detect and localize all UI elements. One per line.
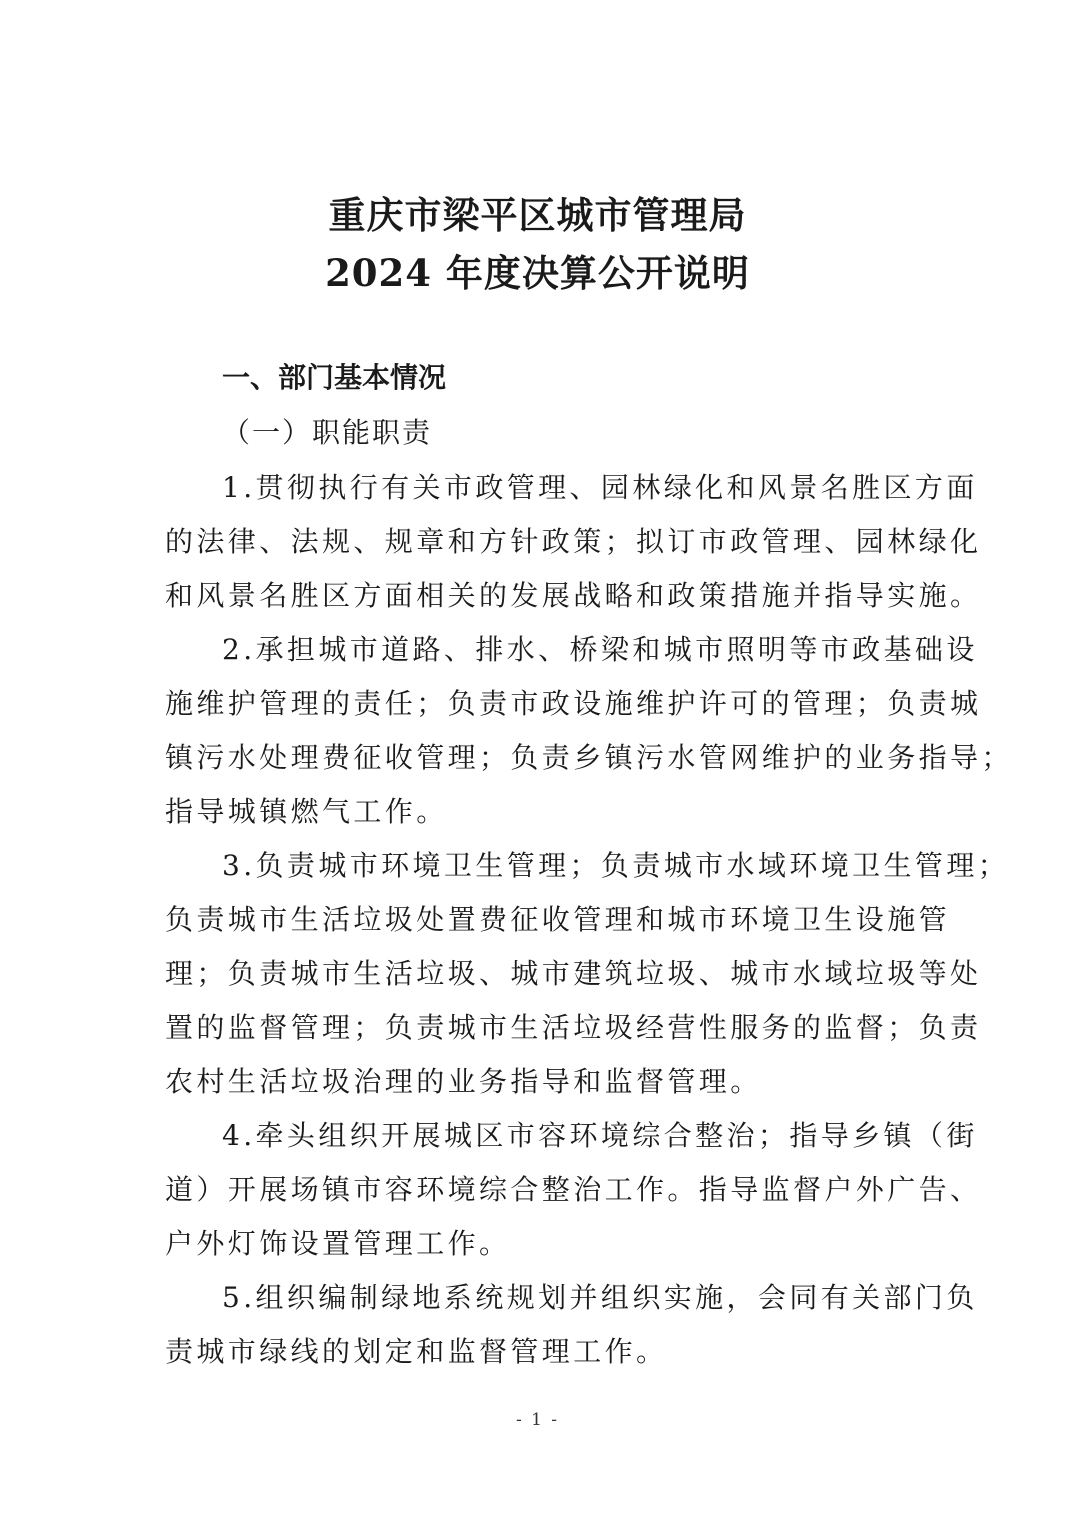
document-title xyxy=(0,186,1075,302)
paragraph-line: 5.组织编制绿地系统规划并组织实施，会同有关部门负 xyxy=(222,1281,978,1314)
page-number: - 1 - xyxy=(515,1410,560,1430)
paragraph-line: 负责城市生活垃圾处置费征收管理和城市环境卫生设施管 xyxy=(165,903,951,936)
title-line-1: 重庆市梁平区城市管理局 xyxy=(328,193,747,237)
paragraph-3 xyxy=(165,839,1010,1109)
paragraph-line: 镇污水处理费征收管理；负责乡镇污水管网维护的业务指导； xyxy=(165,741,1013,774)
paragraph-line: 农村生活垃圾治理的业务指导和监督管理。 xyxy=(165,1065,762,1098)
title-line-2: 2024 年度决算公开说明 xyxy=(325,251,750,295)
paragraph-5 xyxy=(165,1271,978,1379)
paragraph-line: 施维护管理的责任；负责市政设施维护许可的管理；负责城 xyxy=(165,687,982,720)
sub-heading: （一）职能职责 xyxy=(222,416,433,449)
paragraph-line: 3.负责城市环境卫生管理；负责城市水域环境卫生管理； xyxy=(222,849,1010,882)
paragraph-line: 指导城镇燃气工作。 xyxy=(165,795,448,828)
paragraph-line: 1.贯彻执行有关市政管理、园林绿化和风景名胜区方面 xyxy=(222,471,978,504)
paragraph-line: 理；负责城市生活垃圾、城市建筑垃圾、城市水域垃圾等处 xyxy=(165,957,982,990)
paragraph-line: 和风景名胜区方面相关的发展战略和政策措施并指导实施。 xyxy=(165,579,982,612)
section-heading: 一、部门基本情况 xyxy=(222,361,447,394)
paragraph-line: 的法律、法规、规章和方针政策；拟订市政管理、园林绿化 xyxy=(165,525,982,558)
paragraph-line: 置的监督管理；负责城市生活垃圾经营性服务的监督；负责 xyxy=(165,1011,982,1044)
paragraph-line: 2.承担城市道路、排水、桥梁和城市照明等市政基础设 xyxy=(222,633,978,666)
paragraph-line: 道）开展场镇市容环境综合整治工作。指导监督户外广告、 xyxy=(165,1173,982,1206)
paragraph-1 xyxy=(165,461,982,623)
paragraph-4 xyxy=(165,1109,982,1271)
paragraph-line: 4.牵头组织开展城区市容环境综合整治；指导乡镇（街 xyxy=(222,1119,978,1152)
paragraph-line: 户外灯饰设置管理工作。 xyxy=(165,1227,511,1260)
paragraph-line: 责城市绿线的划定和监督管理工作。 xyxy=(165,1335,668,1368)
paragraph-2 xyxy=(165,623,1013,839)
